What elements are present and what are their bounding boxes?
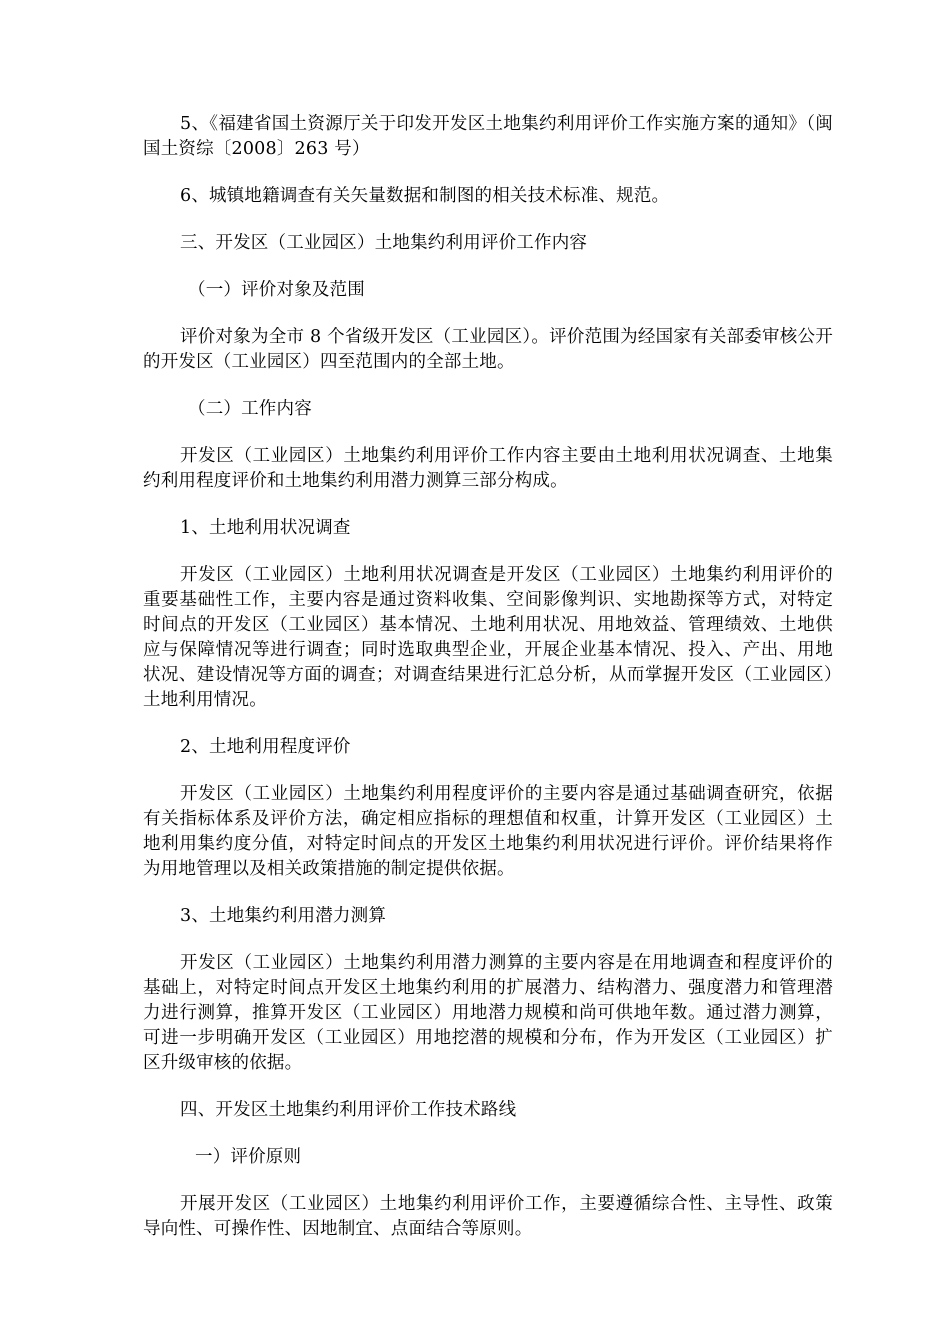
item-heading-2: 2、土地利用程度评价 [180, 737, 351, 757]
paragraph-potential-calculation: 开发区（工业园区）土地集约利用潜力测算的主要内容是在用地调查和程度评价的基础上，对特定时间点开发区土地集约利用的扩展潜力、结构潜力、强度潜力和管理潜力进行测算，推算开发区（工业园区）用地潜力规模和尚可供地年数。通过潜力测算，可进一步明确开发区（工业园区）用地挖潜的规模和分布，作为开发区（工业园区）扩区升级审核的依据。 [143, 953, 833, 1073]
item-heading-3: 3、土地集约利用潜力测算 [180, 906, 387, 926]
document-body [143, 112, 833, 1264]
paragraph-work-content: 开发区（工业园区）土地集约利用评价工作内容主要由土地利用状况调查、土地集约利用程度评价和土地集约利用潜力测算三部分构成。 [143, 446, 833, 491]
section-heading-4: 四、开发区土地集约利用评价工作技术路线 [180, 1100, 517, 1120]
paragraph-land-survey: 开发区（工业园区）土地利用状况调查是开发区（工业园区）土地集约利用评价的重要基础性工作，主要内容是通过资料收集、空间影像判识、实地勘探等方式，对特定时间点的开发区（工业园区）基本情况、土地利用状况、用地效益、管理绩效、土地供应与保障情况等进行调查；同时选取典型企业，开展企业基本情况、投入、产出、用地状况、建设情况等方面的调查；对调查结果进行汇总分析，从而掌握开发区（工业园区）土地利用情况。 [143, 565, 833, 710]
item-heading-1: 1、土地利用状况调查 [180, 518, 351, 538]
section-heading-3: 三、开发区（工业园区）土地集约利用评价工作内容 [180, 233, 588, 253]
paragraph-scope: 评价对象为全市 8 个省级开发区（工业园区）。评价范围为经国家有关部委审核公开的开发区（工业园区）四至范围内的全部土地。 [143, 327, 833, 372]
paragraph-reference-5: 5、《福建省国土资源厅关于印发开发区土地集约利用评价工作实施方案的通知》（闽国土资综〔2008〕263 号） [143, 114, 833, 159]
subheading-principles: 一）评价原则 [195, 1147, 302, 1167]
subheading-scope: （一）评价对象及范围 [188, 280, 365, 300]
paragraph-reference-6: 6、城镇地籍调查有关矢量数据和制图的相关技术标准、规范。 [180, 186, 670, 206]
paragraph-principles: 开展开发区（工业园区）土地集约利用评价工作，主要遵循综合性、主导性、政策导向性、可操作性、因地制宜、点面结合等原则。 [143, 1194, 833, 1239]
paragraph-degree-evaluation: 开发区（工业园区）土地集约利用程度评价的主要内容是通过基础调查研究，依据有关指标体系及评价方法，确定相应指标的理想值和权重，计算开发区（工业园区）土地利用集约度分值，对特定时间点的开发区土地集约利用状况进行评价。评价结果将作为用地管理以及相关政策措施的制定提供依据。 [143, 784, 833, 879]
subheading-work-content: （二）工作内容 [188, 399, 312, 419]
